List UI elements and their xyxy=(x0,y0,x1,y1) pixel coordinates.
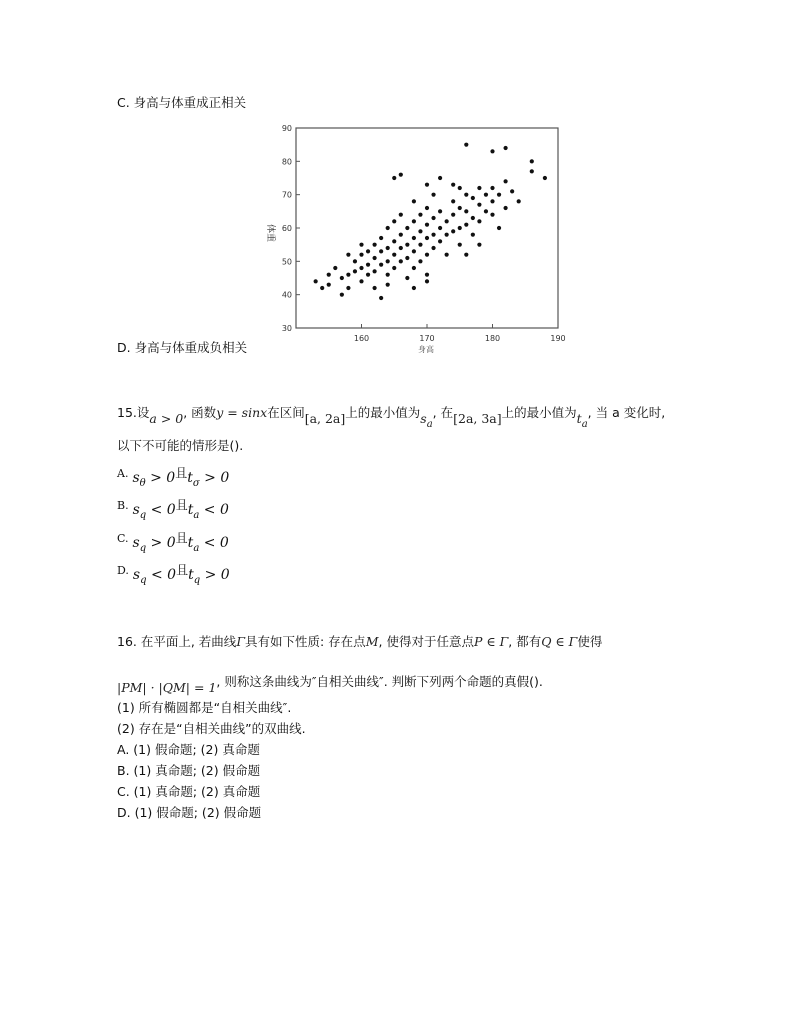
q15-text: 设 xyxy=(136,405,150,420)
y-tick-label: 70 xyxy=(281,190,292,200)
scatter-point xyxy=(464,223,468,227)
scatter-point xyxy=(464,253,468,257)
q16-text: , 则称这条曲线为″自相关曲线″. 判断下列两个命题的真假(). xyxy=(216,674,543,689)
scatter-point xyxy=(379,236,383,240)
x-tick-label: 180 xyxy=(484,334,501,343)
x-tick-label: 190 xyxy=(550,334,566,343)
y-axis-label: 体重 xyxy=(265,224,275,243)
y-tick-label: 90 xyxy=(281,124,292,133)
x-tick-label: 170 xyxy=(419,334,435,343)
scatter-point xyxy=(379,249,383,253)
scatter-point xyxy=(464,143,468,147)
q15-text: 上的最小值为 xyxy=(501,405,577,420)
q16-stem-line2 xyxy=(117,672,543,695)
q16-prop1: (1) 所有椭圆都是“自相关曲线″. xyxy=(117,700,292,715)
scatter-chart xyxy=(265,124,568,356)
scatter-point xyxy=(340,276,344,280)
scatter-point xyxy=(405,226,409,230)
scatter-point xyxy=(438,209,442,213)
q16-option-c: C. (1) 真命题; (2) 真命题 xyxy=(117,784,261,799)
scatter-point xyxy=(366,273,370,277)
scatter-point xyxy=(386,246,390,250)
scatter-point xyxy=(353,259,357,263)
scatter-point xyxy=(412,219,416,223)
q15-option-b: B. $s_q < 0$且$t_a < 0$ xyxy=(117,498,229,521)
scatter-points xyxy=(314,143,547,301)
scatter-point xyxy=(340,293,344,297)
scatter-point xyxy=(373,269,377,273)
scatter-point xyxy=(477,243,481,247)
scatter-point xyxy=(484,193,488,197)
q16-option-d: D. (1) 假命题; (2) 假命题 xyxy=(117,805,262,820)
scatter-point xyxy=(431,233,435,237)
scatter-point xyxy=(490,199,494,203)
scatter-point xyxy=(458,226,462,230)
plot-frame xyxy=(296,128,558,328)
scatter-point xyxy=(346,273,350,277)
scatter-point xyxy=(386,283,390,287)
scatter-point xyxy=(418,243,422,247)
scatter-point xyxy=(530,159,534,163)
scatter-point xyxy=(543,176,547,180)
scatter-point xyxy=(497,226,501,230)
scatter-point xyxy=(314,279,318,283)
scatter-point xyxy=(477,203,481,207)
scatter-point xyxy=(366,249,370,253)
scatter-point xyxy=(418,229,422,233)
x-axis-ticks xyxy=(354,324,566,343)
scatter-point xyxy=(418,259,422,263)
q15-option-a: A. $s_\theta > 0$且$t_\sigma > 0$ xyxy=(117,466,230,489)
scatter-point xyxy=(497,193,501,197)
x-axis-label: 身高 xyxy=(418,345,434,354)
q15-number: 15. xyxy=(117,405,137,420)
scatter-point xyxy=(373,243,377,247)
scatter-point xyxy=(359,266,363,270)
scatter-point xyxy=(399,259,403,263)
y-tick-label: 80 xyxy=(281,157,292,167)
scatter-point xyxy=(490,213,494,217)
q15-text: 上的最小值为 xyxy=(345,405,421,420)
scatter-point xyxy=(431,246,435,250)
scatter-point xyxy=(425,279,429,283)
scatter-point xyxy=(333,266,337,270)
scatter-point xyxy=(458,243,462,247)
scatter-point xyxy=(412,249,416,253)
scatter-point xyxy=(392,253,396,257)
scatter-point xyxy=(392,176,396,180)
scatter-point xyxy=(425,183,429,187)
scatter-point xyxy=(346,253,350,257)
scatter-point xyxy=(425,253,429,257)
scatter-point xyxy=(359,243,363,247)
scatter-point xyxy=(490,186,494,190)
scatter-point xyxy=(477,186,481,190)
q15-math-func: y = sinx xyxy=(216,405,268,420)
scatter-point xyxy=(517,199,521,203)
scatter-point xyxy=(392,239,396,243)
scatter-point xyxy=(445,253,449,257)
scatter-point xyxy=(451,213,455,217)
scatter-point xyxy=(418,213,422,217)
scatter-point xyxy=(504,146,508,150)
q15-text: , 函数 xyxy=(183,405,217,420)
scatter-point xyxy=(464,209,468,213)
q15-text: , 当 a 变化时, xyxy=(587,405,666,420)
q14-option-c: C. 身高与体重成正相关 xyxy=(117,95,247,110)
scatter-point xyxy=(373,256,377,260)
scatter-point xyxy=(412,236,416,240)
scatter-point xyxy=(445,219,449,223)
y-tick-label: 60 xyxy=(281,224,292,233)
scatter-point xyxy=(379,263,383,267)
scatter-point xyxy=(425,236,429,240)
q16-prop2: (2) 存在是“自相关曲线”的双曲线. xyxy=(117,721,306,736)
scatter-point xyxy=(327,283,331,287)
scatter-point xyxy=(412,266,416,270)
q15-text: 在区间 xyxy=(267,405,305,420)
scatter-point xyxy=(399,246,403,250)
q14-option-d: D. 身高与体重成负相关 xyxy=(117,340,248,355)
scatter-point xyxy=(320,286,324,290)
scatter-point xyxy=(445,233,449,237)
q15-stem-line2: 以下不可能的情形是(). xyxy=(117,438,244,453)
y-tick-label: 40 xyxy=(281,290,292,300)
scatter-point xyxy=(451,183,455,187)
scatter-point xyxy=(458,186,462,190)
scatter-point xyxy=(412,199,416,203)
scatter-point xyxy=(379,296,383,300)
q15-stem-line1 xyxy=(117,403,666,430)
scatter-point xyxy=(471,196,475,200)
scatter-point xyxy=(412,286,416,290)
scatter-point xyxy=(392,219,396,223)
scatter-point xyxy=(386,226,390,230)
scatter-point xyxy=(399,233,403,237)
q15-math-ta: $t_a$ xyxy=(576,411,588,430)
scatter-point xyxy=(431,216,435,220)
scatter-point xyxy=(353,269,357,273)
scatter-point xyxy=(504,206,508,210)
scatter-point xyxy=(471,216,475,220)
scatter-point xyxy=(438,239,442,243)
q15-math-interval1: [a, 2a] xyxy=(304,411,346,426)
scatter-point xyxy=(405,276,409,280)
scatter-point xyxy=(530,169,534,173)
scatter-point xyxy=(405,243,409,247)
q15-math-a: a > 0 xyxy=(149,411,184,426)
scatter-point xyxy=(510,189,514,193)
scatter-point xyxy=(451,199,455,203)
scatter-point xyxy=(458,206,462,210)
q15-option-d: D. $s_q < 0$且$t_q > 0$ xyxy=(117,563,230,586)
scatter-point xyxy=(490,149,494,153)
scatter-point xyxy=(477,219,481,223)
q15-math-sa: $s_a$ xyxy=(420,411,433,430)
scatter-point xyxy=(425,273,429,277)
scatter-point xyxy=(392,266,396,270)
scatter-point xyxy=(327,273,331,277)
scatter-point xyxy=(425,206,429,210)
scatter-point xyxy=(464,193,468,197)
scatter-point xyxy=(451,229,455,233)
y-tick-label: 50 xyxy=(281,257,292,267)
scatter-point xyxy=(405,256,409,260)
scatter-point xyxy=(373,286,377,290)
scatter-point xyxy=(484,209,488,213)
q16-option-b: B. (1) 真命题; (2) 假命题 xyxy=(117,763,261,778)
y-tick-label: 30 xyxy=(281,324,292,333)
scatter-point xyxy=(399,213,403,217)
scatter-point xyxy=(471,233,475,237)
q16-option-a: A. (1) 假命题; (2) 真命题 xyxy=(117,742,260,757)
scatter-point xyxy=(386,259,390,263)
q15-text: , 在 xyxy=(432,405,454,420)
y-axis-ticks xyxy=(282,124,300,333)
q16-math-pm: |PM| · |QM| = 1 xyxy=(117,680,217,695)
q16-stem-line1: 16. 在平面上, 若曲线Γ具有如下性质: 存在点M, 使得对于任意点P ∈ Γ, 都有Q ∈ Γ使得 xyxy=(117,634,603,649)
scatter-point xyxy=(431,193,435,197)
scatter-point xyxy=(386,273,390,277)
scatter-point xyxy=(359,253,363,257)
q15-option-c: C. $s_q > 0$且$t_a < 0$ xyxy=(117,531,229,554)
scatter-point xyxy=(366,263,370,267)
scatter-point xyxy=(359,279,363,283)
q15-math-interval2: [2a, 3a] xyxy=(453,411,502,426)
x-tick-label: 160 xyxy=(353,334,370,343)
scatter-point xyxy=(438,176,442,180)
scatter-point xyxy=(438,226,442,230)
scatter-point xyxy=(504,179,508,183)
scatter-point xyxy=(425,223,429,227)
scatter-point xyxy=(346,286,350,290)
scatter-point xyxy=(399,173,403,177)
